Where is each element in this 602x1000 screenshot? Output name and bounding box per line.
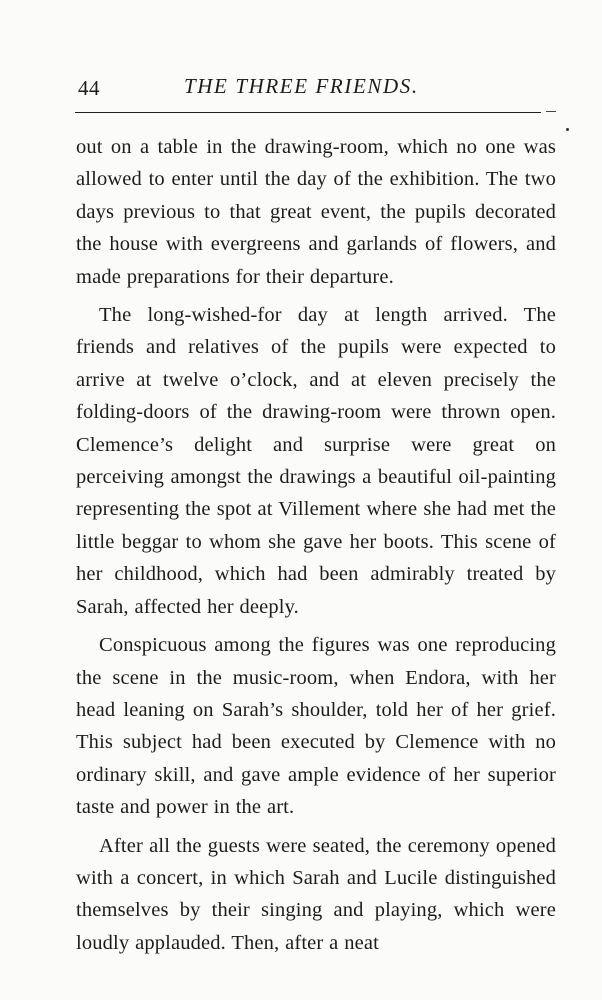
header-rule-tail [546,111,556,112]
paragraph: After all the guests were seated, the ceremony opened with a concert, in which Sarah and Lucile distinguished themselves by their singing and playing, which were loudly applauded. Then, after a neat [76,834,556,954]
paragraph: The long-wished-for day at length arrived. The friends and relatives of the pupils were expected to arrive at twelve o’clock, and at eleven precisely the folding-doors of the drawing-room were thrown open. Clemence’s delight and surprise were great on perceiving amongst the drawings a beautiful oil-painting representing the spot at Villement where she had met the little beggar to whom she gave her boots. This scene of her childhood, which had been admirably treated by Sarah, affected her deeply. [76,304,556,618]
body-text [76,131,556,959]
page-number: 44 [78,76,100,100]
paragraph: Conspicuous among the figures was one reproducing the scene in the music-room, when Endora, with her head leaning on Sarah’s shoulder, told her of her grief. This subject had been executed by Clemence with no ordinary skill, and gave ample evidence of her superior taste and power in the art. [76,634,556,819]
ink-speck [566,128,569,131]
paragraph-continued: out on a table in the drawing-room, which no one was allowed to enter until the day of the exhibition. The two days previous to that great event, the pupils decorated the house with evergreens and garlands of flowers, and made preparations for their departure. [76,136,556,288]
page-header [76,74,554,104]
header-rule [75,112,541,113]
running-title: THE THREE FRIENDS. [184,74,419,98]
